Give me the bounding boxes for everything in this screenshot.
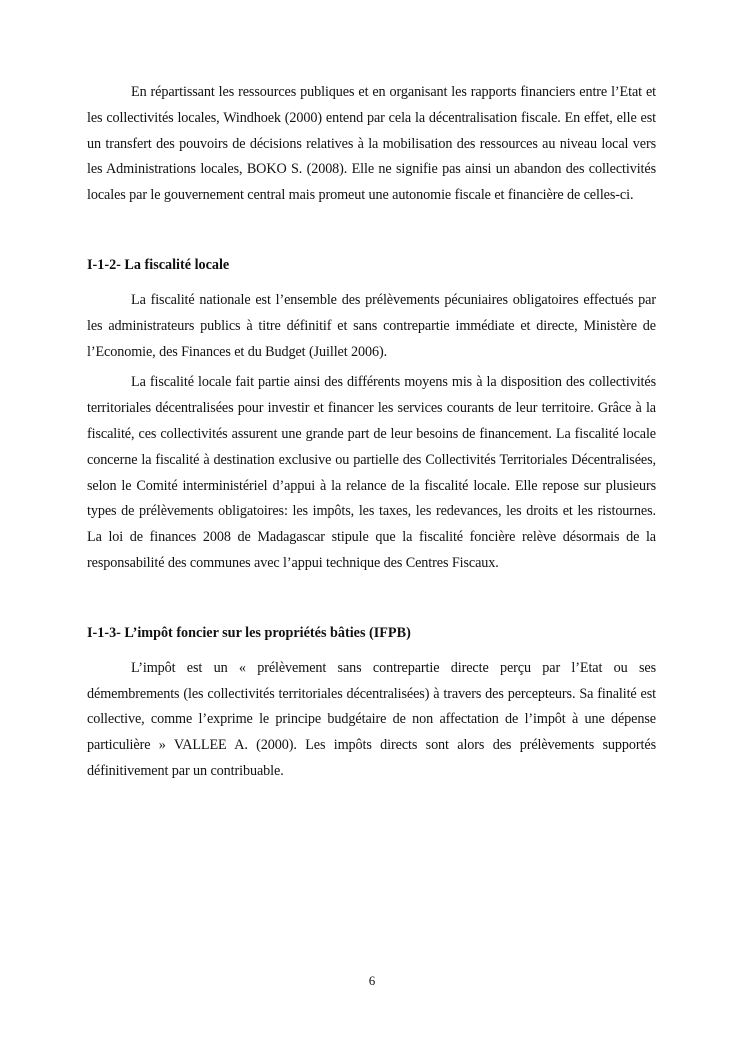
section-heading-ifpb: I-1-3- L’impôt foncier sur les propriétés bâties (IFPB) bbox=[87, 624, 411, 641]
section-spacer bbox=[87, 577, 656, 620]
paragraph-fiscalite-locale: La fiscalité locale fait partie ainsi des différents moyens mis à la disposition des collectivités territoriales décentralisées pour investir et financer les services courants de leur territoire. Grâce à la fiscalité, ces collectivités assurent une grande part de leur besoins de financement. La fiscalité locale concerne la fiscalité à destination exclusive ou partielle des Collectivités Territoriales Décentralisées, selon le Comité interministériel d’appui à la relance de la fiscalité locale. Elle repose sur plusieurs types de prélèvements obligatoires: les impôts, les taxes, les redevances, les droits et les ristournes. La loi de finances 2008 de Madagascar stipule que la fiscalité foncière relève désormais de la responsabilité des communes avec l’appui technique des Centres Fiscaux. bbox=[87, 374, 656, 571]
document-body bbox=[87, 80, 656, 785]
heading-spacer bbox=[87, 646, 656, 656]
page-number: 6 bbox=[368, 973, 376, 988]
paragraph-fiscalite-nationale: La fiscalité nationale est l’ensemble des prélèvements pécuniaires obligatoires effectués par les administrateurs publics à titre définitif et sans contrepartie immédiate et directe, Ministère de l’Economie, des Finances et du Budget (Juillet 2006). bbox=[87, 291, 656, 360]
paragraph-impot-definition: L’impôt est un « prélèvement sans contrepartie directe perçu par l’Etat ou ses démembrements (les collectivités territoriales décentralisées) à travers des percepteurs. Sa finalité est collective, comme l’exprime le principe budgétaire de non affectation de l’impôt à une dépense particulière » VALLEE A. (2000). Les impôts directs sont alors des prélèvements supportés définitivement par un contribuable. bbox=[87, 659, 656, 779]
heading-spacer bbox=[87, 278, 656, 288]
section-heading-fiscalite-locale: I-1-2- La fiscalité locale bbox=[87, 256, 230, 273]
paragraph-decentralisation-fiscale: En répartissant les ressources publiques et en organisant les rapports financiers entre l’Etat et les collectivités locales, Windhoek (2000) entend par cela la décentralisation fiscale. En effet, elle est un transfert des pouvoirs de décisions relatives à la mobilisation des ressources au niveau local vers les Administrations locales, BOKO S. (2008). Elle ne signifie pas ainsi un abandon des collectivités locales par le gouvernement central mais promeut une autonomie fiscale et financière de celles-ci. bbox=[87, 84, 656, 204]
section-spacer bbox=[87, 209, 656, 252]
